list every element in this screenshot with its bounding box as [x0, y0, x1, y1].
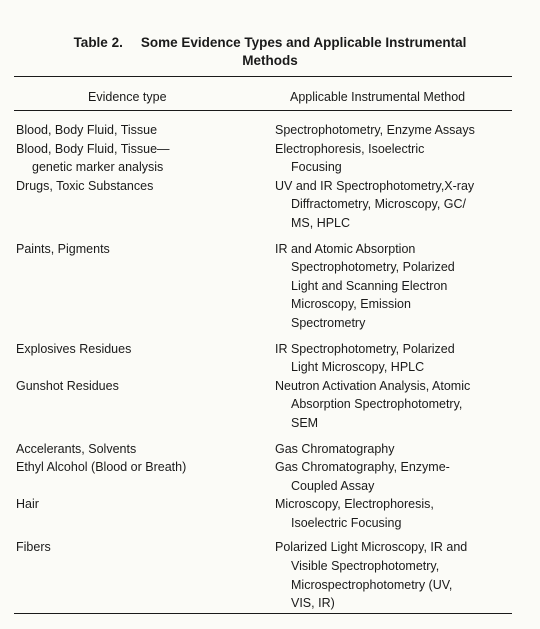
method-cell — [275, 538, 525, 612]
evidence-line: Drugs, Toxic Substances — [16, 178, 154, 193]
table-body — [0, 121, 540, 613]
method-line: Light and Scanning Electron — [291, 278, 448, 293]
method-line: Visible Spectrophotometry, — [291, 559, 440, 574]
method-line: SEM — [291, 415, 319, 430]
evidence-cell — [0, 340, 275, 377]
method-cell — [275, 177, 525, 233]
method-line: Light Microscopy, HPLC — [291, 360, 425, 375]
evidence-line: Explosives Residues — [16, 341, 132, 356]
top-rule — [14, 76, 512, 77]
method-line: Microscopy, Electrophoresis, — [275, 497, 434, 512]
table-title-text: Some Evidence Types and Applicable Instrumental — [140, 35, 467, 50]
method-cell — [275, 440, 525, 459]
table-title-line-1 — [0, 34, 540, 52]
method-line: VIS, IR) — [291, 596, 335, 611]
evidence-line: Blood, Body Fluid, Tissue— — [16, 141, 170, 156]
table-row — [0, 495, 540, 532]
method-line: Focusing — [291, 160, 342, 175]
method-line: Spectrophotometry, Enzyme Assays — [275, 123, 475, 137]
method-line: Microscopy, Emission — [291, 297, 411, 312]
method-line: Polarized Light Microscopy, IR and — [275, 540, 468, 555]
table-row — [0, 140, 540, 177]
method-line: Isoelectric Focusing — [291, 515, 402, 530]
table-row — [0, 538, 540, 612]
evidence-line: Gunshot Residues — [16, 378, 119, 393]
method-line: Spectrophotometry, Polarized — [291, 260, 455, 275]
table-title — [0, 34, 540, 70]
column-header-evidence: Evidence type — [88, 90, 167, 104]
evidence-cell — [0, 240, 275, 333]
method-cell — [275, 121, 525, 140]
evidence-line: genetic marker analysis — [32, 160, 164, 175]
evidence-cell — [0, 458, 275, 495]
evidence-line: Paints, Pigments — [16, 241, 110, 256]
method-line: IR Spectrophotometry, Polarized — [275, 341, 455, 356]
method-line: IR and Atomic Absorption — [275, 241, 416, 256]
row-spacer — [0, 233, 540, 240]
column-header-method: Applicable Instrumental Method — [290, 90, 466, 104]
method-cell — [275, 140, 525, 177]
method-line: Neutron Activation Analysis, Atomic — [275, 378, 471, 393]
method-line: MS, HPLC — [291, 215, 351, 230]
evidence-line: Hair — [16, 497, 39, 512]
table-row — [0, 177, 540, 233]
table-row — [0, 440, 540, 459]
evidence-line: Accelerants, Solvents — [16, 441, 137, 456]
method-line: Microspectrophotometry (UV, — [291, 577, 453, 592]
method-line: Diffractometry, Microscopy, GC/ — [291, 197, 467, 212]
evidence-cell — [0, 538, 275, 612]
method-cell — [275, 495, 525, 532]
evidence-line: Blood, Body Fluid, Tissue — [16, 123, 158, 137]
table-title-line-2: Methods — [242, 53, 298, 68]
method-line: UV and IR Spectrophotometry,X-ray — [275, 178, 475, 193]
method-line: Gas Chromatography — [275, 441, 395, 456]
method-cell — [275, 458, 525, 495]
method-line: Absorption Spectrophotometry, — [291, 397, 463, 412]
row-spacer — [0, 433, 540, 440]
table-row — [0, 121, 540, 140]
evidence-line: Fibers — [16, 540, 51, 555]
method-cell — [275, 240, 525, 333]
method-cell — [275, 377, 525, 433]
bottom-rule — [14, 613, 512, 614]
method-cell — [275, 340, 525, 377]
table-row — [0, 377, 540, 433]
table-number: Table 2. — [73, 35, 123, 50]
evidence-cell — [0, 177, 275, 233]
header-rule — [14, 110, 512, 111]
evidence-line: Ethyl Alcohol (Blood or Breath) — [16, 460, 187, 475]
row-spacer — [0, 333, 540, 340]
method-line: Coupled Assay — [291, 478, 375, 493]
table-row — [0, 458, 540, 495]
evidence-cell — [0, 440, 275, 459]
evidence-cell — [0, 377, 275, 433]
method-line: Spectrometry — [291, 315, 366, 330]
method-line: Gas Chromatography, Enzyme- — [275, 460, 450, 475]
evidence-cell — [0, 121, 275, 140]
method-line: Electrophoresis, Isoelectric — [275, 141, 425, 156]
table-row — [0, 340, 540, 377]
table-row — [0, 240, 540, 333]
evidence-cell — [0, 495, 275, 532]
evidence-cell — [0, 140, 275, 177]
